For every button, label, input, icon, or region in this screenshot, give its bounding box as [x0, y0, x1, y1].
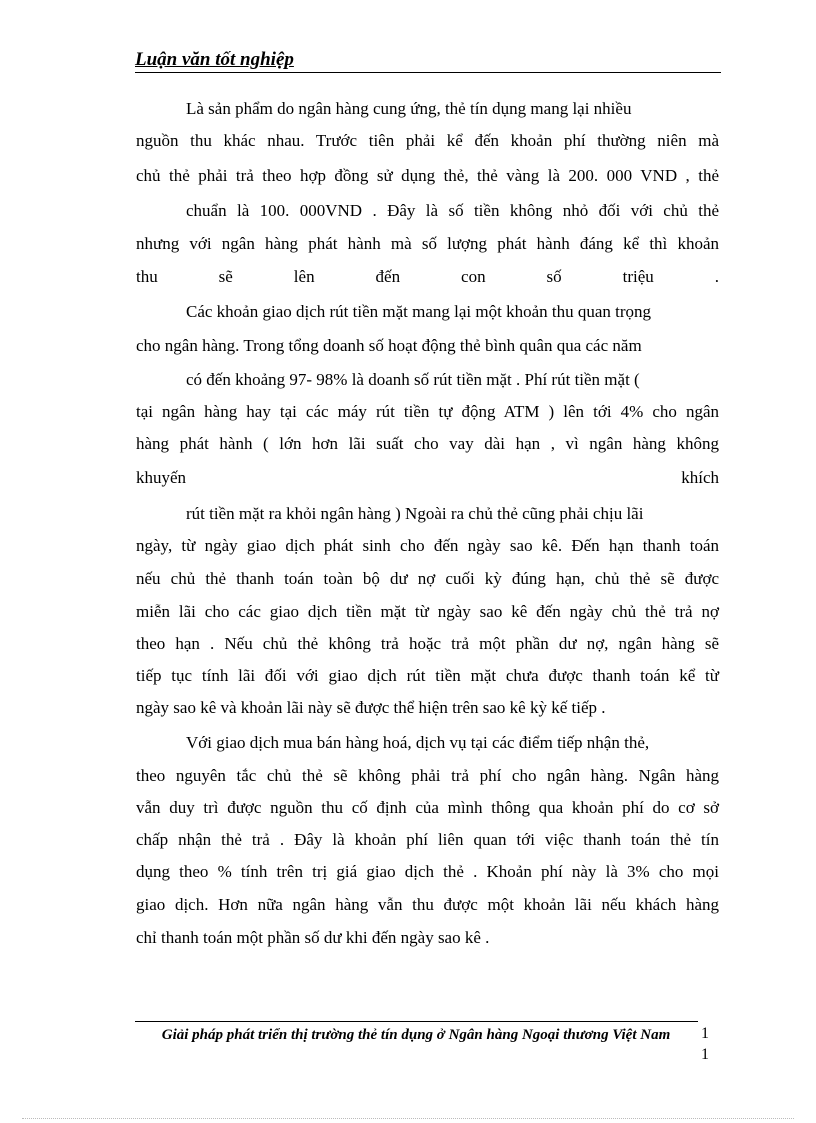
text-line: Là sản phẩm do ngân hàng cung ứng, thẻ tín dụng mang lại nhiều	[186, 99, 632, 118]
text-line: theo hạn . Nếu chủ thẻ không trả hoặc trả một phần dư nợ, ngân hàng sẽ	[136, 634, 719, 653]
page-number: 1	[701, 1046, 709, 1063]
text-line: nếu chủ thẻ thanh toán toàn bộ dư nợ cuối kỳ đúng hạn, chủ thẻ sẽ được	[136, 569, 719, 588]
text-line: có đến khoảng 97- 98% là doanh số rút tiền mặt . Phí rút tiền mặt (	[186, 370, 640, 389]
text-line: nguồn thu khác nhau. Trước tiên phải kể đến khoản phí thường niên mà	[136, 131, 719, 150]
text-line: tại ngân hàng hay tại các máy rút tiền tự động ATM ) lên tới 4% cho ngân	[136, 402, 719, 421]
text-line: Các khoản giao dịch rút tiền mặt mang lại một khoản thu quan trọng	[186, 302, 652, 321]
text-line: theo nguyên tắc chủ thẻ sẽ không phải trả phí cho ngân hàng. Ngân hàng	[136, 766, 719, 785]
text-line: hàng phát hành ( lớn hơn lãi suất cho vay dài hạn , vì ngân hàng không	[136, 434, 719, 453]
page-header	[135, 48, 721, 73]
text-line: tiếp tục tính lãi đối với giao dịch rút tiền mặt chưa được thanh toán kể từ	[136, 666, 719, 685]
text-line: chấp nhận thẻ trả . Đây là khoản phí liên quan tới việc thanh toán thẻ tín	[136, 830, 719, 849]
header-title: Luận văn tốt nghiệp	[135, 49, 294, 70]
footer-title: Giải pháp phát triển thị trường thẻ tín dụng ở Ngân hàng Ngoại thương Việt Nam	[161, 1027, 671, 1043]
text-line: ngày sao kê và khoản lãi này sẽ được thể hiện trên sao kê kỳ kế tiếp .	[136, 698, 606, 717]
text-line: rút tiền mặt ra khỏi ngân hàng ) Ngoài ra chủ thẻ cũng phải chịu lãi	[186, 504, 644, 523]
footer-divider	[135, 1021, 698, 1022]
text-line: miễn lãi cho các giao dịch tiền mặt từ ngày sao kê đến ngày chủ thẻ trả nợ	[136, 602, 719, 621]
text-line: chủ thẻ phải trả theo hợp đồng sử dụng thẻ, thẻ vàng là 200. 000 VND , thẻ	[136, 166, 719, 185]
text-line: Với giao dịch mua bán hàng hoá, dịch vụ tại các điểm tiếp nhận thẻ,	[186, 733, 650, 752]
text-line: cho ngân hàng. Trong tổng doanh số hoạt động thẻ bình quân qua các năm	[136, 336, 642, 355]
text-line: thu sẽ lên đến con số triệu .	[136, 267, 719, 286]
text-line: chuẩn là 100. 000VND . Đây là số tiền không nhỏ đối với chủ thẻ	[186, 201, 719, 220]
page-number: 1	[701, 1025, 709, 1042]
page-bottom-divider	[22, 1118, 794, 1119]
text-line: vẫn duy trì được nguồn thu cố định của mình thông qua khoản phí do cơ sở	[136, 798, 719, 817]
text-line: chỉ thanh toán một phần số dư khi đến ngày sao kê .	[136, 928, 490, 947]
text-line: ngày, từ ngày giao dịch phát sinh cho đến ngày sao kê. Đến hạn thanh toán	[136, 536, 719, 555]
text-line: dụng theo % tính trên trị giá giao dịch thẻ . Khoản phí này là 3% cho mọi	[136, 862, 719, 881]
text-line: giao dịch. Hơn nữa ngân hàng vẫn thu được một khoản lãi nếu khách hàng	[136, 895, 719, 914]
text-line: khuyến khích	[136, 468, 719, 487]
text-line: nhưng với ngân hàng phát hành mà số lượng phát hành đáng kể thì khoản	[136, 234, 719, 253]
